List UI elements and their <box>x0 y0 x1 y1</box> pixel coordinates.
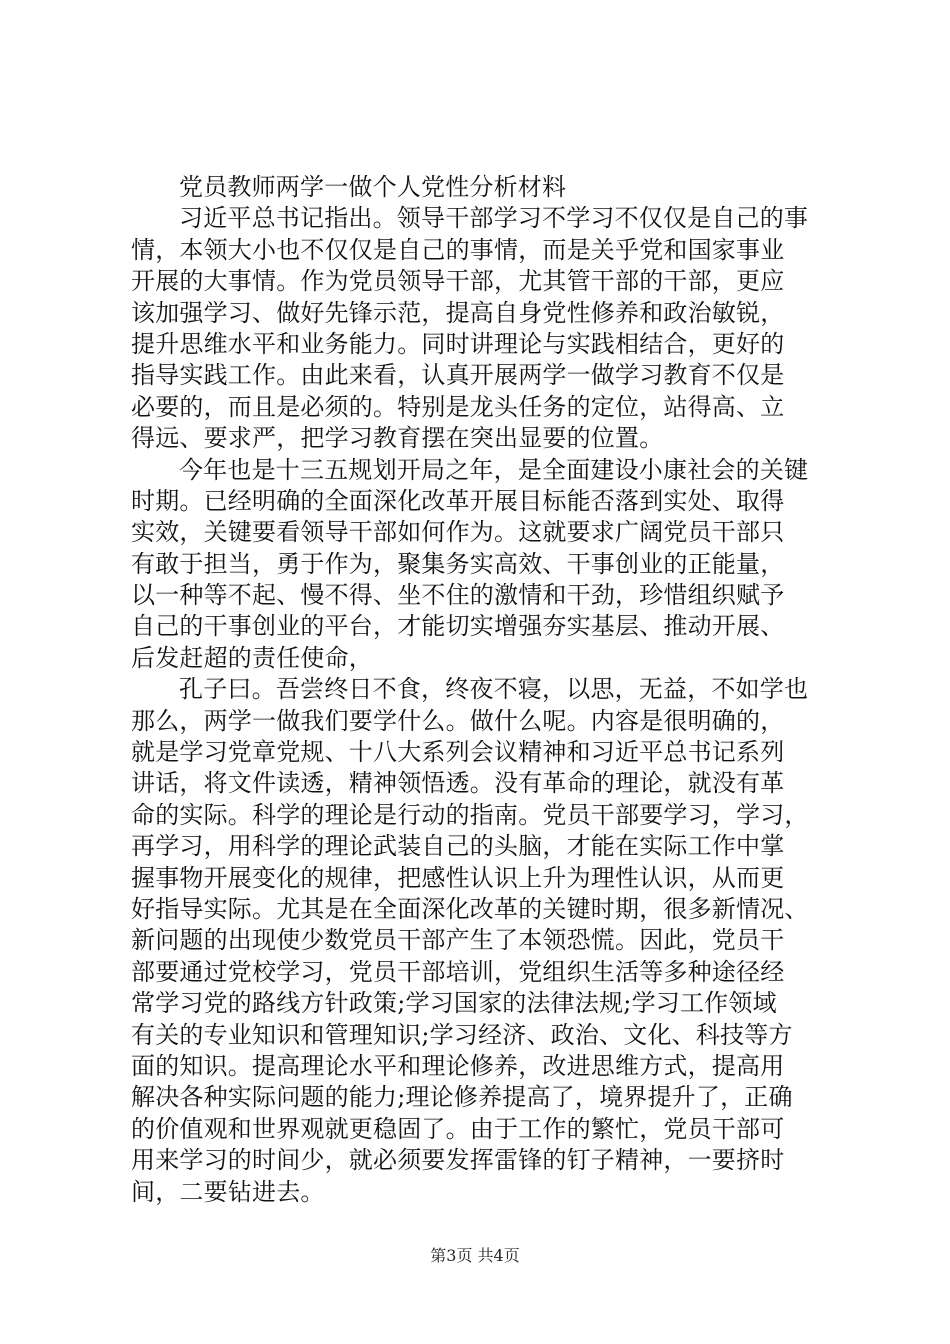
text-line: 握事物开展变化的规律，把感性认识上升为理性认识，从而更 <box>131 863 785 892</box>
text-line: 面的知识。提高理论水平和理论修养，改进思维方式，提高用 <box>131 1051 785 1080</box>
page-footer: 第3页 共4页 <box>430 1246 520 1265</box>
text-line: 常学习党的路线方针政策;学习国家的法律法规;学习工作领域 <box>131 989 777 1018</box>
text-line: 有敢于担当，勇于作为，聚集务实高效、干事创业的正能量， <box>131 549 785 578</box>
text-line: 今年也是十三五规划开局之年，是全面建设小康社会的关键 <box>179 455 809 484</box>
text-line: 必要的，而且是必须的。特别是龙头任务的定位，站得高、立 <box>131 392 785 421</box>
text-line: 那么，两学一做我们要学什么。做什么呢。内容是很明确的， <box>131 706 785 735</box>
text-line: 孔子曰。吾尝终日不食，终夜不寝，以思，无益，不如学也 <box>179 675 809 704</box>
text-line: 有关的专业知识和管理知识;学习经济、政治、文化、科技等方 <box>131 1020 793 1049</box>
text-line: 情，本领大小也不仅仅是自己的事情，而是关乎党和国家事业 <box>131 235 785 264</box>
text-line: 实效，关键要看领导干部如何作为。这就要求广阔党员干部只 <box>131 518 785 547</box>
text-line: 的价值观和世界观就更稳固了。由于工作的繁忙，党员干部可 <box>131 1114 785 1143</box>
text-line: 就是学习党章党规、十八大系列会议精神和习近平总书记系列 <box>131 738 785 767</box>
text-line: 得远、要求严，把学习教育摆在突出显要的位置。 <box>131 424 664 453</box>
text-line: 提升思维水平和业务能力。同时讲理论与实践相结合，更好的 <box>131 329 785 358</box>
text-line: 后发赶超的责任使命， <box>131 643 373 672</box>
text-line: 新问题的出现使少数党员干部产生了本领恐慌。因此，党员干 <box>131 926 785 955</box>
text-line: 开展的大事情。作为党员领导干部，尤其管干部的干部，更应 <box>131 267 785 296</box>
text-line: 讲话，将文件读透，精神领悟透。没有革命的理论，就没有革 <box>131 769 785 798</box>
document-title: 党员教师两学一做个人党性分析材料 <box>179 173 567 201</box>
text-line: 以一种等不起、慢不得、坐不住的激情和干劲，珍惜组织赋予 <box>131 581 785 610</box>
text-line: 间，二要钻进去。 <box>131 1177 325 1206</box>
text-line: 时期。已经明确的全面深化改革开展目标能否落到实处、取得 <box>131 486 785 515</box>
text-line: 好指导实际。尤其是在全面深化改革的关键时期，很多新情况、 <box>131 894 809 923</box>
text-line: 命的实际。科学的理论是行动的指南。党员干部要学习，学习， <box>131 800 809 829</box>
text-line: 该加强学习、做好先锋示范，提高自身党性修养和政治敏锐， <box>131 298 785 327</box>
document-body <box>131 172 831 1208</box>
text-line: 解决各种实际问题的能力;理论修养提高了，境界提升了，正确 <box>131 1083 793 1112</box>
text-line: 用来学习的时间少，就必须要发挥雷锋的钉子精神，一要挤时 <box>131 1146 785 1175</box>
text-line: 自己的干事创业的平台，才能切实增强夯实基层、推动开展、 <box>131 612 785 641</box>
text-line: 部要通过党校学习，党员干部培训，党组织生活等多种途径经 <box>131 957 785 986</box>
text-line: 再学习，用科学的理论武装自己的头脑，才能在实际工作中掌 <box>131 832 785 861</box>
text-line: 指导实践工作。由此来看，认真开展两学一做学习教育不仅是 <box>131 361 785 390</box>
text-line: 习近平总书记指出。领导干部学习不学习不仅仅是自己的事 <box>179 204 809 233</box>
